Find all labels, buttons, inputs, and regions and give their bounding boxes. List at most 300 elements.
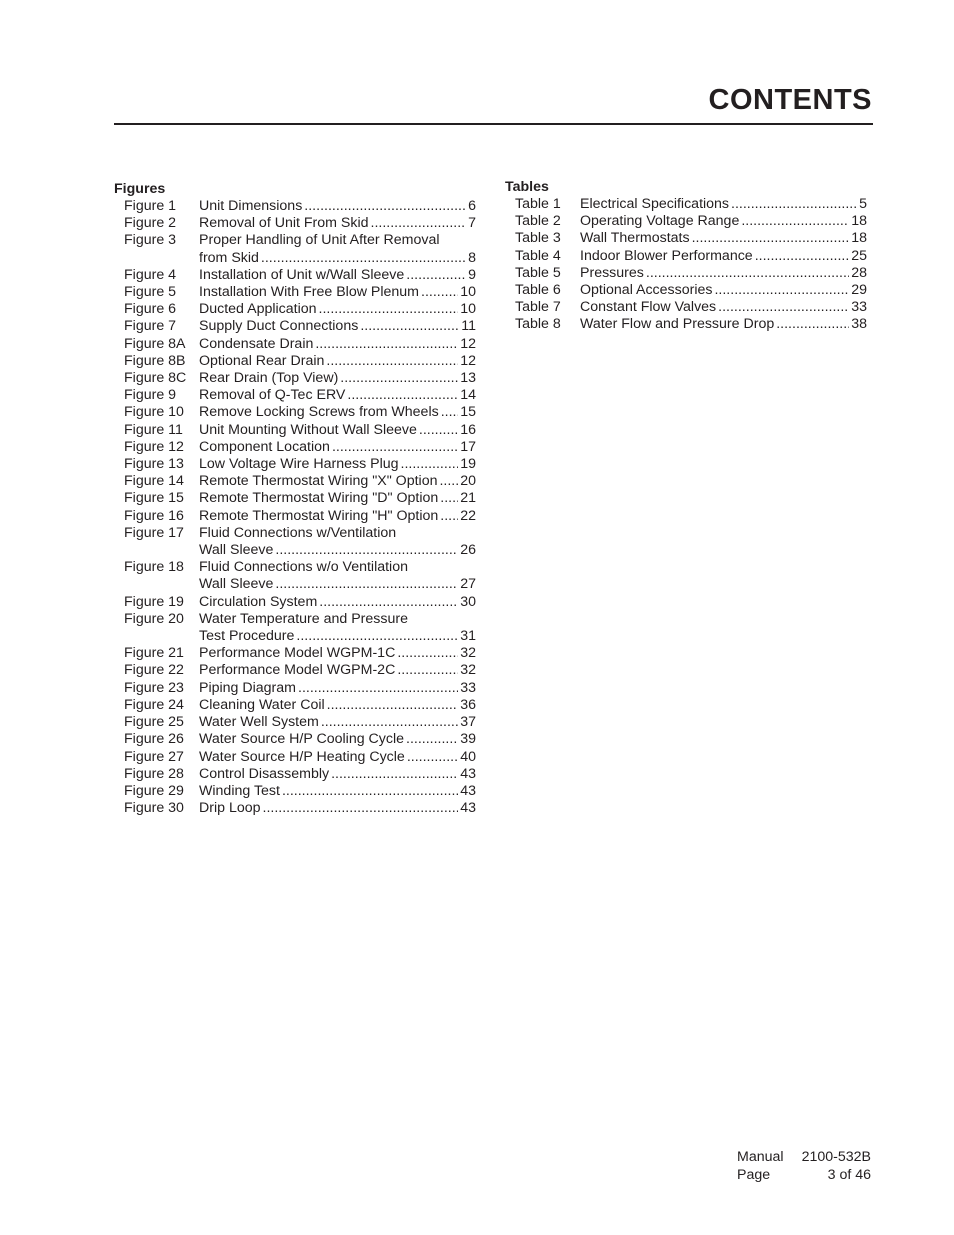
toc-entry-line	[199, 559, 476, 576]
toc-entry-page: 10	[460, 284, 476, 301]
dot-leader	[397, 662, 458, 679]
toc-entry-label: Figure 7	[124, 318, 177, 335]
toc-entry-label: Figure 20	[124, 610, 184, 627]
toc-entry-label: Figure 2	[124, 215, 177, 232]
toc-entry-description	[199, 559, 476, 593]
toc-entry-page: 33	[460, 679, 476, 696]
toc-entry-title: Ducted Application	[199, 301, 317, 318]
toc-entry-label: Figure 30	[124, 800, 184, 817]
toc-entry	[114, 766, 476, 783]
toc-entry-title: Constant Flow Valves	[580, 299, 717, 316]
dot-leader	[327, 697, 459, 714]
toc-entry-title: Installation of Unit w/Wall Sleeve	[199, 266, 405, 283]
toc-entry-description	[199, 301, 476, 318]
toc-entry-page: 25	[851, 247, 867, 264]
toc-entry-title: Supply Duct Connections	[199, 318, 359, 335]
toc-entry-line	[580, 282, 867, 299]
tables-heading: Tables	[505, 179, 549, 195]
toc-entry	[114, 783, 476, 800]
toc-entry-line	[199, 645, 476, 662]
toc-entry-description	[199, 714, 476, 731]
footer-page-label: Page	[737, 1167, 771, 1183]
toc-entry-page: 9	[468, 266, 476, 283]
toc-entry	[114, 525, 476, 559]
dot-leader	[263, 800, 459, 817]
toc-entry-line	[199, 198, 476, 215]
toc-entry-label: Figure 22	[124, 662, 184, 679]
toc-entry-line	[199, 714, 476, 731]
toc-entry-page: 43	[460, 800, 476, 817]
toc-entry-line	[199, 267, 476, 284]
toc-entry-page: 39	[460, 731, 476, 748]
dot-leader	[406, 731, 458, 748]
dot-leader	[646, 265, 849, 282]
toc-entry-description	[580, 213, 867, 230]
toc-entry-page: 10	[460, 301, 476, 318]
toc-entry	[114, 473, 476, 490]
figures-section	[114, 181, 476, 817]
toc-entry-page: 31	[460, 628, 476, 645]
toc-entry-label: Table 8	[515, 316, 561, 333]
toc-entry	[114, 439, 476, 456]
toc-entry-label: Table 3	[515, 230, 561, 247]
toc-entry-label: Figure 4	[124, 266, 177, 283]
toc-entry	[114, 508, 476, 525]
toc-entry-title: Piping Diagram	[199, 679, 296, 696]
toc-entry-page: 27	[460, 576, 476, 593]
toc-entry-description	[199, 766, 476, 783]
toc-entry-line	[580, 230, 867, 247]
toc-entry-description	[199, 800, 476, 817]
toc-entry-line	[199, 594, 476, 611]
toc-entry-page: 28	[851, 264, 867, 281]
dot-leader	[755, 248, 850, 265]
dot-leader	[261, 250, 466, 267]
toc-entry-description	[199, 611, 476, 645]
toc-entry-label: Figure 24	[124, 696, 184, 713]
toc-entry	[114, 232, 476, 266]
toc-entry-label: Table 7	[515, 299, 561, 316]
toc-entry-page: 43	[460, 782, 476, 799]
toc-entry	[505, 316, 867, 333]
toc-entry-line	[199, 766, 476, 783]
toc-entry-page: 36	[460, 696, 476, 713]
toc-entry-label: Table 5	[515, 264, 561, 281]
dot-leader	[319, 594, 458, 611]
toc-entry-description	[580, 265, 867, 282]
toc-entry-page: 21	[460, 490, 476, 507]
page-title: CONTENTS	[708, 84, 872, 116]
dot-leader	[741, 213, 849, 230]
toc-entry-label: Figure 16	[124, 507, 184, 524]
toc-entry	[114, 731, 476, 748]
toc-entry	[114, 800, 476, 817]
toc-entry-description	[580, 299, 867, 316]
toc-entry-title: Wall Sleeve	[199, 576, 274, 593]
toc-entry-description	[580, 316, 867, 333]
dot-leader	[401, 456, 459, 473]
figures-list	[114, 198, 476, 817]
toc-entry-description	[199, 284, 476, 301]
toc-entry-label: Figure 12	[124, 438, 184, 455]
dot-leader	[776, 316, 849, 333]
toc-entry-description	[580, 196, 867, 213]
dot-leader	[340, 370, 458, 387]
toc-entry-label: Figure 8C	[124, 370, 187, 387]
toc-entry-line	[199, 628, 476, 645]
toc-entry-line	[199, 783, 476, 800]
toc-entry-title: Optional Rear Drain	[199, 352, 325, 369]
toc-entry-line	[199, 301, 476, 318]
toc-entry-line	[199, 680, 476, 697]
toc-entry-description	[199, 731, 476, 748]
toc-entry	[114, 594, 476, 611]
toc-entry	[505, 265, 867, 282]
toc-entry-description	[199, 370, 476, 387]
toc-entry-page: 20	[460, 473, 476, 490]
toc-entry-line	[199, 611, 476, 628]
toc-entry-title: Water Source H/P Cooling Cycle	[199, 731, 405, 748]
toc-entry-title: Test Procedure	[199, 628, 295, 645]
toc-entry-line	[580, 316, 867, 333]
toc-entry-description	[199, 439, 476, 456]
toc-entry-page: 17	[460, 438, 476, 455]
toc-entry-description	[199, 594, 476, 611]
toc-entry-title: Winding Test	[199, 782, 280, 799]
toc-entry	[114, 611, 476, 645]
toc-entry	[114, 490, 476, 507]
dot-leader	[692, 230, 850, 247]
page-footer	[737, 1148, 871, 1184]
toc-entry-page: 12	[460, 335, 476, 352]
toc-entry	[114, 404, 476, 421]
toc-entry	[114, 336, 476, 353]
toc-entry	[114, 697, 476, 714]
toc-entry-title: Control Disassembly	[199, 765, 330, 782]
dot-leader	[421, 284, 458, 301]
toc-entry-line	[199, 456, 476, 473]
toc-entry-page: 14	[460, 387, 476, 404]
toc-entry	[114, 749, 476, 766]
toc-entry	[505, 248, 867, 265]
toc-entry-line	[199, 422, 476, 439]
title-rule	[114, 123, 873, 125]
toc-entry-label: Table 4	[515, 247, 561, 264]
toc-entry-label: Figure 8A	[124, 335, 186, 352]
toc-entry-line	[199, 662, 476, 679]
toc-entry-title: Remote Thermostat Wiring "D" Option	[199, 490, 439, 507]
toc-entry-description	[199, 198, 476, 215]
toc-entry-label: Figure 1	[124, 198, 177, 214]
toc-entry-line	[199, 370, 476, 387]
dot-leader	[397, 645, 458, 662]
toc-entry	[114, 353, 476, 370]
toc-entry-description	[199, 697, 476, 714]
toc-entry-line	[199, 731, 476, 748]
toc-entry-description	[580, 248, 867, 265]
toc-entry-line	[199, 508, 476, 525]
toc-entry-page: 22	[460, 507, 476, 524]
toc-entry-title: Wall Sleeve	[199, 542, 274, 559]
footer-page-value: 3 of 46	[827, 1167, 871, 1183]
dot-leader	[298, 680, 458, 697]
toc-entry-title: Fluid Connections w/o Ventilation	[199, 559, 408, 576]
toc-entry-page: 5	[859, 196, 867, 212]
toc-entry-title: Removal of Unit From Skid	[199, 215, 369, 232]
dot-leader	[371, 215, 467, 232]
toc-entry-line	[199, 439, 476, 456]
toc-entry	[114, 680, 476, 697]
toc-entry-label: Figure 10	[124, 404, 184, 421]
toc-entry-label: Table 2	[515, 213, 561, 230]
toc-entry-line	[199, 800, 476, 817]
dot-leader	[296, 628, 458, 645]
dot-leader	[304, 198, 466, 215]
toc-entry	[114, 284, 476, 301]
dot-leader	[347, 387, 458, 404]
toc-entry-line	[199, 232, 476, 249]
toc-entry-title: Optional Accessories	[580, 282, 713, 299]
dot-leader	[315, 336, 458, 353]
toc-entry-description	[199, 318, 476, 335]
toc-entry-label: Figure 26	[124, 731, 184, 748]
toc-entry-label: Figure 28	[124, 765, 184, 782]
toc-entry-title: Proper Handling of Unit After Removal	[199, 232, 440, 249]
toc-entry-line	[199, 749, 476, 766]
toc-entry-line	[580, 248, 867, 265]
toc-entry-label: Figure 6	[124, 301, 177, 318]
toc-entry-title: Water Well System	[199, 714, 319, 731]
toc-entry-label: Figure 27	[124, 748, 184, 765]
toc-entry	[114, 318, 476, 335]
toc-entry	[505, 230, 867, 247]
toc-entry-line	[199, 542, 476, 559]
toc-entry-title: Unit Dimensions	[199, 198, 303, 214]
toc-entry-page: 33	[851, 299, 867, 316]
toc-entry-title: Remove Locking Screws from Wheels	[199, 404, 439, 421]
toc-entry-label: Figure 18	[124, 559, 184, 576]
toc-entry-page: 15	[460, 404, 476, 421]
toc-entry-line	[199, 473, 476, 490]
dot-leader	[440, 508, 458, 525]
toc-entry-title: Low Voltage Wire Harness Plug	[199, 456, 399, 473]
toc-entry-title: Removal of Q-Tec ERV	[199, 387, 346, 404]
toc-entry-description	[199, 422, 476, 439]
toc-entry-label: Figure 5	[124, 284, 177, 301]
toc-entry-label: Table 1	[515, 196, 561, 212]
toc-entry-label: Figure 23	[124, 679, 184, 696]
toc-entry-description	[199, 662, 476, 679]
dot-leader	[439, 473, 458, 490]
toc-entry	[114, 387, 476, 404]
dot-leader	[419, 422, 458, 439]
toc-entry-label: Table 6	[515, 282, 561, 299]
toc-entry-line	[199, 215, 476, 232]
toc-entry-label: Figure 15	[124, 490, 184, 507]
toc-entry-title: Drip Loop	[199, 800, 261, 817]
toc-entry-title: Installation With Free Blow Plenum	[199, 284, 419, 301]
toc-entry-label: Figure 8B	[124, 352, 186, 369]
toc-entry-description	[199, 783, 476, 800]
toc-entry-label: Figure 25	[124, 714, 184, 731]
toc-entry-title: from Skid	[199, 249, 259, 266]
toc-entry-line	[199, 284, 476, 301]
dot-leader	[406, 267, 466, 284]
dot-leader	[326, 353, 458, 370]
toc-entry-line	[199, 697, 476, 714]
figures-heading: Figures	[114, 181, 166, 197]
toc-entry-page: 19	[460, 456, 476, 473]
toc-entry-line	[580, 299, 867, 316]
toc-entry-title: Water Flow and Pressure Drop	[580, 316, 775, 333]
toc-entry-line	[199, 336, 476, 353]
toc-entry	[114, 198, 476, 215]
toc-entry-label: Figure 21	[124, 645, 184, 662]
toc-entry-description	[199, 404, 476, 421]
toc-entry-title: Performance Model WGPM-1C	[199, 645, 396, 662]
toc-entry-title: Water Temperature and Pressure	[199, 610, 408, 627]
toc-entry	[114, 559, 476, 593]
toc-entry-line	[199, 525, 476, 542]
toc-entry-page: 30	[460, 593, 476, 610]
dot-leader	[441, 404, 459, 421]
toc-entry-line	[199, 404, 476, 421]
tables-section	[505, 179, 867, 334]
toc-entry-page: 18	[851, 213, 867, 230]
toc-entry-title: Pressures	[580, 264, 644, 281]
toc-entry-label: Figure 3	[124, 232, 177, 249]
toc-entry	[505, 196, 867, 213]
toc-entry	[114, 456, 476, 473]
toc-entry-title: Circulation System	[199, 593, 318, 610]
toc-entry-description	[199, 232, 476, 266]
toc-entry	[114, 645, 476, 662]
toc-entry-page: 40	[460, 748, 476, 765]
toc-entry-line	[199, 250, 476, 267]
toc-entry-description	[199, 267, 476, 284]
toc-entry-description	[199, 353, 476, 370]
toc-entry-description	[199, 508, 476, 525]
dot-leader	[731, 196, 857, 213]
footer-page-row	[737, 1166, 871, 1184]
toc-entry-line	[199, 490, 476, 507]
toc-entry-page: 12	[460, 352, 476, 369]
toc-entry-line	[580, 265, 867, 282]
toc-entry-page: 13	[460, 370, 476, 387]
toc-entry-description	[199, 525, 476, 559]
toc-entry-description	[199, 456, 476, 473]
dot-leader	[275, 576, 458, 593]
toc-entry	[505, 299, 867, 316]
toc-entry	[114, 301, 476, 318]
dot-leader	[407, 749, 458, 766]
dot-leader	[331, 766, 458, 783]
toc-entry-label: Figure 19	[124, 593, 184, 610]
toc-entry	[114, 662, 476, 679]
toc-entry-page: 16	[460, 421, 476, 438]
dot-leader	[714, 282, 849, 299]
toc-entry-description	[199, 680, 476, 697]
toc-entry-page: 38	[851, 316, 867, 333]
toc-entry-description	[199, 645, 476, 662]
toc-entry	[114, 215, 476, 232]
toc-entry-page: 32	[460, 662, 476, 679]
dot-leader	[332, 439, 458, 456]
toc-entry-page: 11	[461, 318, 476, 335]
footer-manual-row	[737, 1148, 871, 1166]
toc-entry-title: Cleaning Water Coil	[199, 696, 325, 713]
toc-entry-description	[199, 387, 476, 404]
toc-entry-label: Figure 29	[124, 782, 184, 799]
toc-entry-title: Fluid Connections w/Ventilation	[199, 524, 397, 541]
toc-entry	[114, 267, 476, 284]
toc-entry-page: 29	[851, 282, 867, 299]
footer-manual-label: Manual	[737, 1149, 784, 1165]
toc-entry-label: Figure 13	[124, 456, 184, 473]
toc-entry-label: Figure 11	[124, 421, 183, 438]
dot-leader	[718, 299, 849, 316]
toc-entry-description	[199, 336, 476, 353]
tables-list	[505, 196, 867, 334]
toc-entry-description	[199, 749, 476, 766]
toc-entry	[505, 282, 867, 299]
toc-entry	[114, 422, 476, 439]
toc-entry-title: Water Source H/P Heating Cycle	[199, 748, 405, 765]
toc-entry-line	[580, 213, 867, 230]
toc-entry-line	[199, 576, 476, 593]
toc-entry-title: Remote Thermostat Wiring "X" Option	[199, 473, 438, 490]
toc-entry	[505, 213, 867, 230]
toc-entry-page: 7	[468, 215, 476, 232]
toc-entry-page: 37	[460, 714, 476, 731]
toc-entry-line	[199, 387, 476, 404]
toc-entry-page: 8	[468, 249, 476, 266]
dot-leader	[282, 783, 458, 800]
toc-entry-title: Performance Model WGPM-2C	[199, 662, 396, 679]
dot-leader	[440, 490, 458, 507]
toc-entry-description	[199, 473, 476, 490]
toc-entry-description	[580, 230, 867, 247]
toc-entry-title: Rear Drain (Top View)	[199, 370, 339, 387]
toc-entry-page: 18	[851, 230, 867, 247]
toc-entry-line	[199, 318, 476, 335]
toc-entry-title: Operating Voltage Range	[580, 213, 740, 230]
toc-entry-line	[199, 353, 476, 370]
toc-entry-line	[580, 196, 867, 213]
toc-entry	[114, 714, 476, 731]
toc-entry-description	[199, 215, 476, 232]
dot-leader	[321, 714, 458, 731]
toc-entry-page: 6	[468, 198, 476, 214]
dot-leader	[275, 542, 458, 559]
toc-entry-title: Electrical Specifications	[580, 196, 730, 212]
toc-entry-title: Component Location	[199, 438, 330, 455]
toc-entry-title: Indoor Blower Performance	[580, 247, 753, 264]
toc-entry-title: Condensate Drain	[199, 335, 314, 352]
toc-entry-label: Figure 17	[124, 524, 184, 541]
dot-leader	[319, 301, 459, 318]
toc-entry-page: 32	[460, 645, 476, 662]
toc-entry-title: Wall Thermostats	[580, 230, 690, 247]
toc-entry-label: Figure 14	[124, 473, 184, 490]
toc-entry-page: 43	[460, 765, 476, 782]
toc-entry	[114, 370, 476, 387]
toc-entry-description	[199, 490, 476, 507]
toc-entry-label: Figure 9	[124, 387, 177, 404]
toc-entry-page: 26	[460, 542, 476, 559]
dot-leader	[360, 318, 459, 335]
toc-entry-title: Unit Mounting Without Wall Sleeve	[199, 421, 417, 438]
